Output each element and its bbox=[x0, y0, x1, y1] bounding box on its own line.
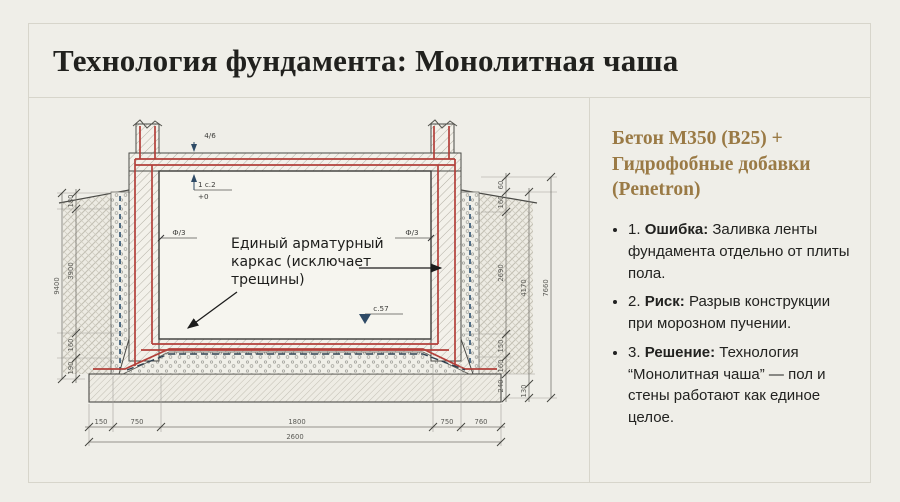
key-points-list bbox=[612, 219, 850, 429]
svg-text:Ф/3: Ф/3 bbox=[172, 228, 186, 237]
svg-text:1 с.2: 1 с.2 bbox=[198, 180, 216, 189]
svg-text:Ф/3: Ф/3 bbox=[405, 228, 419, 237]
content-area bbox=[29, 98, 870, 482]
svg-text:4/6: 4/6 bbox=[204, 131, 216, 140]
list-item-risk bbox=[628, 291, 850, 335]
svg-text:7660: 7660 bbox=[542, 279, 550, 297]
slide-frame bbox=[28, 23, 871, 483]
bullet-number: 3. bbox=[628, 343, 641, 361]
dimension-chain-bottom bbox=[85, 418, 505, 446]
text-panel bbox=[589, 98, 870, 482]
foundation-section-drawing bbox=[29, 98, 589, 483]
bullet-number: 1. bbox=[628, 221, 641, 239]
svg-text:1800: 1800 bbox=[288, 418, 306, 426]
list-item-solution bbox=[628, 342, 850, 429]
bullet-text: Технология “Монолитная чаша” — пол и стены работают как единое целое. bbox=[628, 343, 826, 427]
svg-text:180: 180 bbox=[67, 194, 75, 208]
svg-text:2690: 2690 bbox=[497, 264, 505, 282]
svg-text:160: 160 bbox=[67, 338, 75, 352]
svg-text:с.57: с.57 bbox=[373, 304, 389, 313]
bullet-number: 2. bbox=[628, 293, 641, 311]
svg-text:130: 130 bbox=[520, 384, 528, 398]
svg-text:60: 60 bbox=[497, 180, 505, 190]
bullet-text: Заливка ленты фундамента отдельно от плиты пола. bbox=[628, 221, 850, 282]
bullet-term: Ошибка: bbox=[644, 221, 709, 239]
bullet-text: Разрыв конструкции при морозном пучении. bbox=[628, 293, 831, 333]
page-title: Технология фундамента: Монолитная чаша bbox=[53, 42, 679, 78]
svg-text:750: 750 bbox=[440, 418, 454, 426]
svg-text:4170: 4170 bbox=[520, 279, 528, 297]
svg-text:150: 150 bbox=[497, 339, 505, 353]
concrete-spec-heading: Бетон М350 (В25) + Гидрофобные добавки (Penetron) bbox=[612, 128, 811, 201]
svg-text:Единый арматурный: Единый арматурный bbox=[231, 236, 384, 252]
svg-text:760: 760 bbox=[474, 418, 488, 426]
top-level-mark bbox=[194, 131, 231, 151]
svg-text:750: 750 bbox=[130, 418, 144, 426]
list-item-mistake bbox=[628, 219, 850, 284]
svg-text:160: 160 bbox=[497, 195, 505, 209]
svg-text:9400: 9400 bbox=[53, 277, 61, 295]
svg-text:трещины): трещины) bbox=[231, 272, 305, 288]
footing-pad bbox=[89, 374, 501, 402]
bullet-term: Решение: bbox=[644, 343, 716, 361]
drawing-panel bbox=[29, 98, 589, 482]
svg-text:3900: 3900 bbox=[67, 262, 75, 280]
svg-text:каркас (исключает: каркас (исключает bbox=[231, 254, 372, 270]
svg-text:190: 190 bbox=[67, 361, 75, 375]
gravel-bed bbox=[123, 352, 469, 374]
svg-text:160: 160 bbox=[497, 359, 505, 373]
svg-text:2600: 2600 bbox=[286, 433, 304, 441]
svg-text:150: 150 bbox=[94, 418, 108, 426]
svg-text:240: 240 bbox=[497, 379, 505, 393]
bullet-term: Риск: bbox=[644, 293, 685, 311]
title-bar bbox=[29, 24, 870, 98]
svg-text:+0: +0 bbox=[198, 192, 209, 201]
